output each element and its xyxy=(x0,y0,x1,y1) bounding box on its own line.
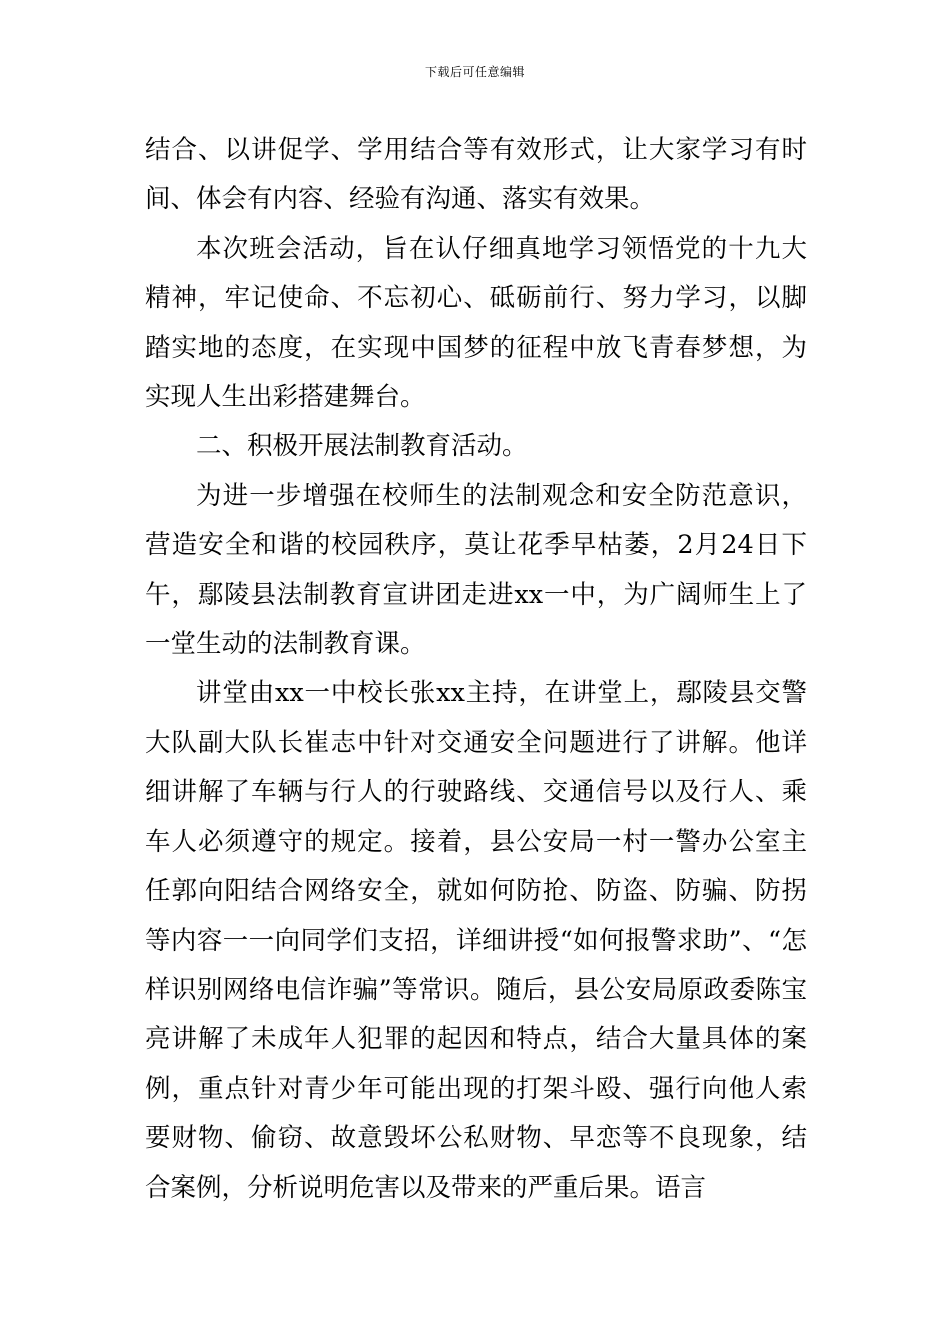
page-header-note: 下载后可任意编辑 xyxy=(424,65,525,79)
paragraph-4: 讲堂由xx一中校长张xx主持，在讲堂上，鄢陵县交警大队副大队长崔志中针对交通安全问题进行了讲解。他详细讲解了车辆与行人的行驶路线、交通信号以及行人、乘车人必须遵守的规定。接着，县公安局一村一警办公室主任郭向阳结合网络安全，就如何防抢、防盗、防骗、防拐等内容一一向同学们支招，详细讲授“如何报警求助”、“怎样识别网络电信诈骗”等常识。随后，县公安局原政委陈宝亮讲解了未成年人犯罪的起因和特点，结合大量具体的案例，重点针对青少年可能出现的打架斗殴、强行向他人索要财物、偷窃、故意毁坏公私财物、早恋等不良现象，结合案例，分析说明危害以及带来的严重后果。语言 xyxy=(145,678,807,1203)
paragraph-3: 为进一步增强在校师生的法制观念和安全防范意识，营造安全和谐的校园秩序，莫让花季早枯萎，2月24日下午，鄢陵县法制教育宣讲团走进xx一中，为广阔师生上了一堂生动的法制教育课。 xyxy=(145,480,807,660)
paragraph-2: 本次班会活动，旨在认仔细真地学习领悟党的十九大精神，牢记使命、不忘初心、砥砺前行、努力学习，以脚踏实地的态度，在实现中国梦的征程中放飞青春梦想，为实现人生出彩搭建舞台。 xyxy=(145,233,807,413)
section-heading-2: 二、积极开展法制教育活动。 xyxy=(196,431,528,462)
paragraph-1: 结合、以讲促学、学用结合等有效形式，让大家学习有时间、体会有内容、经验有沟通、落实有效果。 xyxy=(145,135,807,215)
document-body xyxy=(145,126,807,1213)
